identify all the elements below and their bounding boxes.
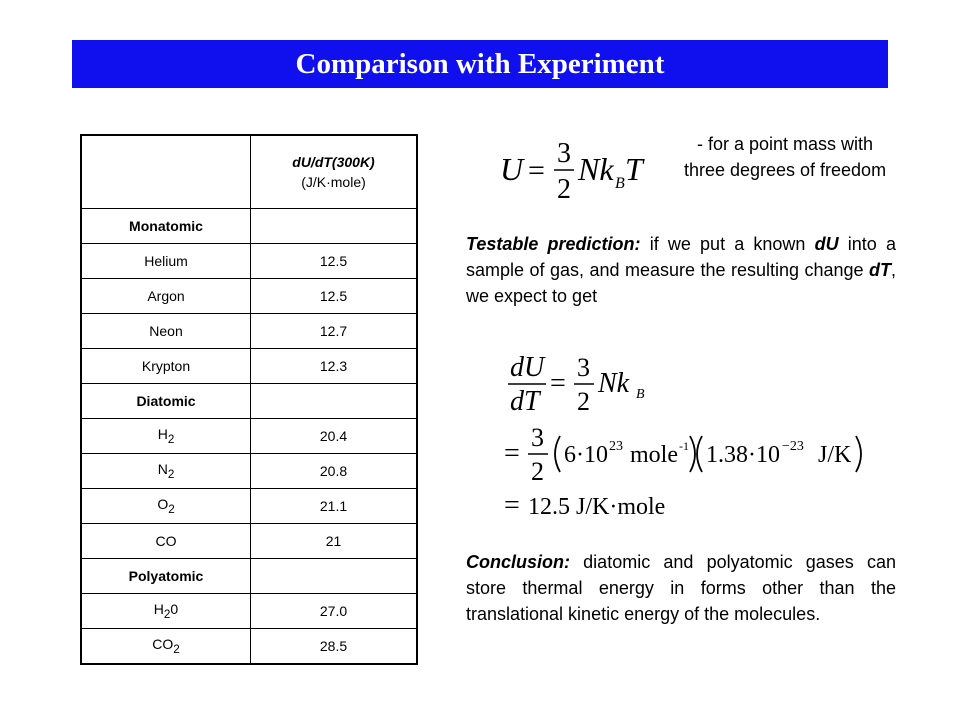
svg-text:2: 2 [531,457,544,486]
gas-name-cell [81,314,251,349]
conclusion-paragraph [466,549,896,627]
table-row [81,349,417,384]
gas-subscript: 2 [167,432,175,446]
prediction-dt: dT [868,260,891,280]
gas-name-cell [81,244,251,279]
section-row [81,384,417,419]
svg-text:23: 23 [609,439,623,454]
svg-text:=: = [504,438,520,469]
value-cell: 21 [251,524,418,559]
value-cell: 12.3 [251,349,418,384]
gas-name: Neon [149,323,183,339]
section-label: Diatomic [81,384,251,419]
gas-name-cell [81,419,251,454]
heat-capacity-table [80,134,418,665]
equation-result [500,488,700,524]
gas-name: Helium [144,253,188,269]
table-row [81,594,417,629]
header-empty-cell [81,135,251,209]
gas-subscript: 2 [173,642,180,656]
svg-text:6·10: 6·10 [564,442,608,468]
table-row [81,629,417,665]
table-header-row [81,135,417,209]
gas-name-cell [81,349,251,384]
value-cell: 20.4 [251,419,418,454]
table-row [81,419,417,454]
svg-text:3: 3 [557,138,571,169]
gas-name: O [157,496,169,513]
section-row [81,559,417,594]
gas-name: Krypton [141,358,191,374]
table-row [81,279,417,314]
gas-name: Argon [147,288,185,304]
gas-name: CO [155,533,177,549]
svg-text:3: 3 [577,353,590,382]
table-row [81,454,417,489]
prediction-text-2: into a sample of gas, and measure the resulting change [466,234,896,280]
title-bar [72,40,888,88]
svg-text:2: 2 [577,387,590,416]
section-label: Monatomic [81,209,251,244]
value-cell: 21.1 [251,489,418,524]
table-row [81,524,417,559]
svg-text:U: U [500,151,524,187]
svg-text:−23: −23 [782,439,804,454]
gas-name-cell [81,489,251,524]
section-empty-cell [251,559,418,594]
svg-text:T: T [625,151,643,187]
gas-subscript: 2 [168,502,175,516]
prediction-paragraph [466,231,896,309]
svg-text:=: = [528,154,545,187]
svg-text:dT: dT [510,386,540,416]
gas-name: N [157,461,168,478]
gas-name: H [157,426,168,443]
gas-name-cell [81,629,251,665]
value-cell: 12.5 [251,279,418,314]
prediction-text-3: , we expect to get [466,260,896,306]
gas-name: H [153,601,164,618]
section-empty-cell [251,384,418,419]
svg-text:mole: mole [630,442,678,468]
svg-text:1.38·10: 1.38·10 [706,442,780,468]
equation-numeric [500,420,880,486]
svg-text:Nk: Nk [578,151,614,187]
header-cell [251,135,418,209]
svg-text:2: 2 [557,174,571,205]
gas-subscript: 2 [167,467,175,481]
svg-text:-1: -1 [679,439,689,453]
prediction-text-1: if we put a known [640,234,815,254]
section-empty-cell [251,209,418,244]
table-row [81,489,417,524]
prediction-label: Testable prediction: [466,234,641,254]
table-row [81,314,417,349]
section-label: Polyatomic [81,559,251,594]
gas-name: CO [152,636,174,653]
gas-subscript: 2 [163,607,171,621]
section-row [81,209,417,244]
svg-text:12.5 J/K·mole: 12.5 J/K·mole [528,494,666,520]
conclusion-label: Conclusion: [466,552,570,572]
value-cell: 12.5 [251,244,418,279]
header-quantity: dU/dT(300K) [292,154,375,170]
table-body [81,135,417,664]
svg-text:=: = [550,368,566,399]
conclusion-text: diatomic and polyatomic gases can store thermal energy in forms other than the translational kinetic energy of the molecules. [466,552,896,624]
gas-suffix: 0 [170,601,179,618]
svg-text:dU: dU [510,352,545,383]
point-mass-note: - for a point mass with three degrees of freedom [683,134,887,180]
page-title: Comparison with Experiment [295,47,665,80]
prediction-du: dU [814,234,839,254]
svg-text:3: 3 [531,423,544,452]
gas-name-cell [81,524,251,559]
svg-text:Nk: Nk [598,368,630,399]
svg-text:B: B [615,175,625,192]
value-cell: 20.8 [251,454,418,489]
gas-name-cell [81,279,251,314]
value-cell: 12.7 [251,314,418,349]
value-cell: 27.0 [251,594,418,629]
table-row [81,244,417,279]
svg-text:B: B [636,387,645,402]
value-cell: 28.5 [251,629,418,665]
gas-name-cell [81,454,251,489]
equation-derivative [500,350,660,416]
equation-energy [498,134,658,206]
svg-text:=: = [504,490,520,521]
svg-text:J/K: J/K [818,442,852,468]
header-unit: (J/K·mole) [301,174,366,190]
gas-name-cell [81,594,251,629]
